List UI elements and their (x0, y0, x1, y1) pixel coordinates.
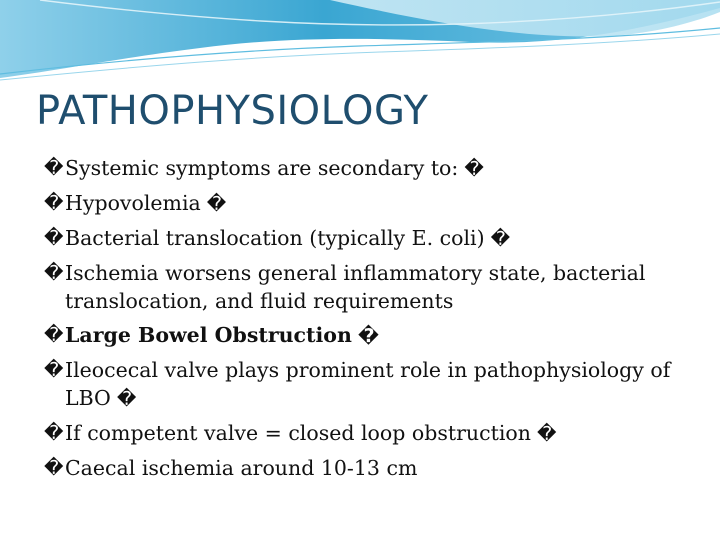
bullet-text: Bacterial translocation (typically E. coli) (65, 226, 485, 250)
bullet-item (44, 259, 684, 315)
bullet-text: Ileocecal valve plays prominent role in pathophysiology of LBO (65, 358, 671, 410)
bullet-list (44, 154, 684, 488)
bullet-text: Large Bowel Obstruction (65, 323, 352, 347)
trailing-glyph-icon: � (490, 228, 511, 250)
bullet-glyph-icon: � (44, 227, 64, 249)
bullet-item (44, 154, 684, 183)
bullet-text: Caecal ischemia around 10-13 cm (65, 456, 418, 480)
trailing-glyph-icon: � (536, 423, 557, 445)
trailing-glyph-icon: � (464, 158, 484, 180)
bullet-item (44, 189, 684, 218)
bullet-item (44, 321, 684, 350)
bullet-text: Systemic symptoms are secondary to: (65, 156, 459, 180)
bullet-item (44, 356, 684, 413)
slide-title: PATHOPHYSIOLOGY (36, 88, 429, 134)
bullet-item (44, 454, 684, 482)
header-wave-decoration (0, 0, 720, 90)
bullet-glyph-icon: � (44, 422, 64, 444)
bullet-glyph-icon: � (44, 324, 64, 346)
bullet-item (44, 419, 684, 448)
bullet-text: Ischemia worsens general inflammatory state, bacterial translocation, and fluid requirements (65, 261, 646, 313)
bullet-glyph-icon: � (44, 457, 64, 479)
bullet-glyph-icon: � (44, 262, 64, 284)
bullet-item (44, 224, 684, 253)
bullet-glyph-icon: � (44, 157, 64, 179)
trailing-glyph-icon: � (206, 193, 227, 215)
bullet-glyph-icon: � (44, 192, 64, 214)
bullet-text: If competent valve = closed loop obstruction (65, 421, 531, 445)
trailing-glyph-icon: � (116, 388, 137, 410)
bullet-text: Hypovolemia (65, 191, 201, 215)
bullet-glyph-icon: � (44, 359, 64, 381)
trailing-glyph-icon: � (357, 325, 380, 347)
